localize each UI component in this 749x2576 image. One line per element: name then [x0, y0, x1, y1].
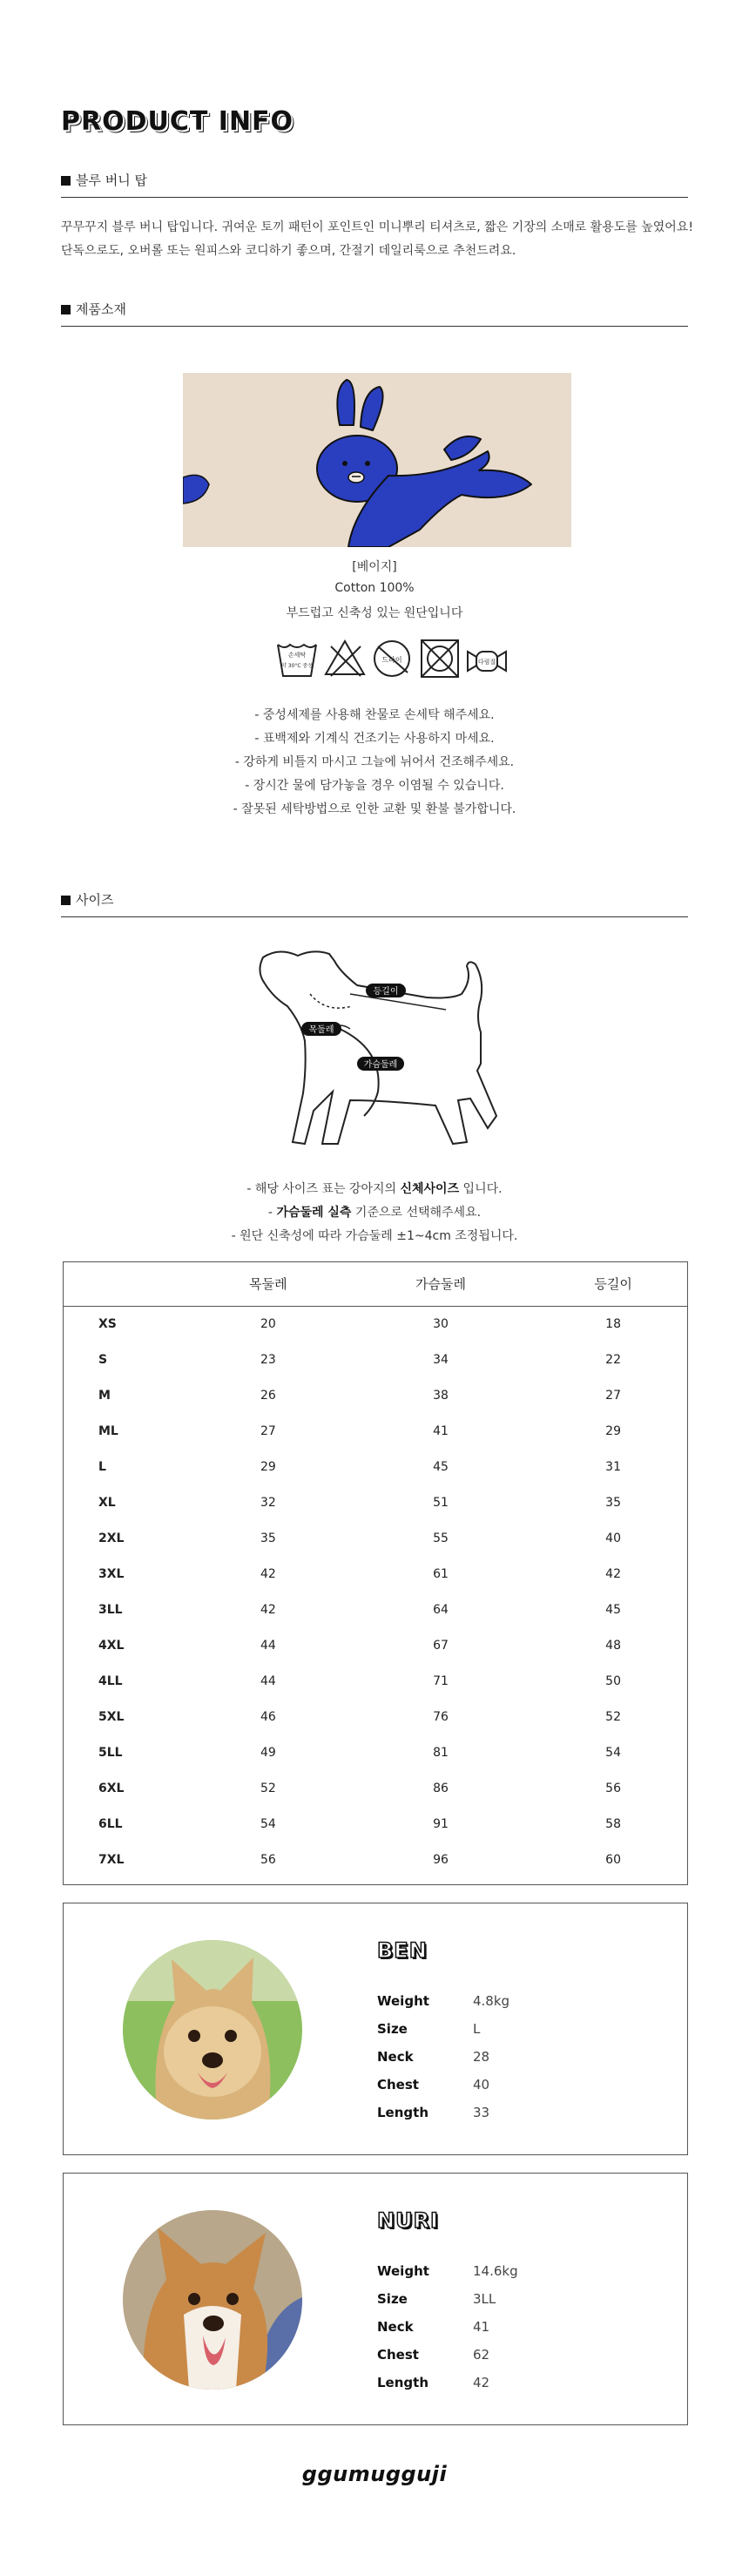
table-cell-size: XL [98, 1495, 116, 1510]
table-cell-neck: 44 [260, 1638, 276, 1653]
table-cell-length: 29 [605, 1423, 621, 1438]
brand-logo: ggumugguji [301, 2462, 448, 2486]
table-cell-neck: 26 [260, 1388, 276, 1403]
material-section-heading: 제품소재 [61, 300, 126, 318]
table-cell-chest: 76 [433, 1709, 449, 1724]
no-tumble-dry-icon [369, 636, 415, 681]
table-cell-length: 45 [605, 1602, 621, 1617]
table-row [64, 1842, 687, 1877]
table-cell-length: 31 [605, 1459, 621, 1474]
table-cell-size: 3LL [98, 1602, 123, 1617]
table-cell-chest: 55 [433, 1531, 449, 1545]
bullet-square-icon [61, 896, 71, 905]
svg-text:목둘레: 목둘레 [308, 1025, 334, 1035]
divider [61, 326, 688, 327]
svg-text:손세탁: 손세탁 [287, 652, 307, 659]
table-cell-length: 42 [605, 1566, 621, 1581]
table-cell-chest: 91 [433, 1816, 449, 1831]
svg-text:가슴둘레: 가슴둘레 [363, 1060, 398, 1070]
table-cell-size: 2XL [98, 1531, 125, 1545]
table-row [64, 1413, 687, 1449]
model-specs: Weight 14.6kg Size 3LL Neck 41 Chest 62 Length 42 [377, 2263, 518, 2390]
dog-measurement-diagram [253, 945, 505, 1172]
table-cell-chest: 96 [433, 1852, 449, 1867]
svg-text:약 30°C 중성: 약 30°C 중성 [280, 663, 314, 669]
table-cell-length: 48 [605, 1638, 621, 1653]
table-cell-chest: 34 [433, 1352, 449, 1367]
care-notes: - 중성세제를 사용해 찬물로 손세탁 해주세요. - 표백제와 기계식 건조기는 사용하지 마세요. - 강하게 비틀지 마시고 그늘에 뉘어서 건조해주세요. - 장시간 물에 담가놓을 경우 이염될 수 있습니다. - 잘못된 세탁방법으로 인한 교환 및 환불 불가합니다. [233, 708, 516, 816]
table-row [64, 1806, 687, 1842]
avatar [123, 2210, 302, 2390]
size-notes: - 해당 사이즈 표는 강아지의 신체사이즈 입니다. - 가슴둘레 실측 기준으로 선택해주세요. - 원단 신축성에 따라 가슴둘레 ±1~4cm 조정됩니다. [231, 1182, 518, 1243]
bullet-square-icon [61, 176, 71, 186]
model-name: NURI [377, 2208, 439, 2233]
divider [61, 916, 688, 917]
table-row [64, 1770, 687, 1806]
table-row [64, 1556, 687, 1592]
table-cell-neck: 32 [260, 1495, 276, 1510]
table-cell-length: 60 [605, 1852, 621, 1867]
product-section-heading: 블루 버니 탑 [61, 171, 147, 189]
column-header: 목둘레 [194, 1262, 342, 1306]
table-cell-neck: 42 [260, 1566, 276, 1581]
table-row [64, 1627, 687, 1663]
table-row [64, 1342, 687, 1377]
bullet-square-icon [61, 305, 71, 314]
table-cell-chest: 51 [433, 1495, 449, 1510]
table-cell-size: 3XL [98, 1566, 125, 1581]
table-cell-chest: 64 [433, 1602, 449, 1617]
table-cell-neck: 29 [260, 1459, 276, 1474]
fabric-swatch-image [183, 373, 571, 547]
table-cell-neck: 23 [260, 1352, 276, 1367]
table-cell-size: 5LL [98, 1745, 123, 1760]
table-cell-size: 4LL [98, 1673, 123, 1688]
table-cell-neck: 20 [260, 1316, 276, 1331]
table-cell-neck: 54 [260, 1816, 276, 1831]
hand-wash-icon [274, 636, 320, 681]
table-cell-size: 4XL [98, 1638, 125, 1653]
table-cell-neck: 52 [260, 1781, 276, 1795]
table-cell-chest: 81 [433, 1745, 449, 1760]
table-cell-length: 22 [605, 1352, 621, 1367]
column-header: 가슴둘레 [342, 1262, 539, 1306]
table-cell-size: M [98, 1388, 111, 1403]
table-cell-size: 5XL [98, 1709, 125, 1724]
table-row [64, 1520, 687, 1556]
table-cell-neck: 56 [260, 1852, 276, 1867]
table-cell-neck: 46 [260, 1709, 276, 1724]
table-row [64, 1592, 687, 1627]
size-chart-table [63, 1261, 688, 1885]
table-cell-size: S [98, 1352, 108, 1367]
table-cell-length: 27 [605, 1388, 621, 1403]
table-cell-neck: 35 [260, 1531, 276, 1545]
table-cell-size: 6XL [98, 1781, 125, 1795]
no-bleach-icon [322, 636, 368, 681]
table-cell-chest: 61 [433, 1566, 449, 1581]
svg-text:등길이: 등길이 [373, 987, 399, 997]
divider [61, 197, 688, 198]
avatar [123, 1940, 302, 2120]
table-row [64, 1449, 687, 1484]
column-header: 등길이 [539, 1262, 687, 1306]
table-cell-size: XS [98, 1316, 117, 1331]
table-row [64, 1699, 687, 1734]
table-cell-length: 35 [605, 1495, 621, 1510]
table-row [64, 1306, 687, 1342]
fabric-color-label: [베이지] [352, 560, 397, 574]
fabric-stretch-note: 부드럽고 신축성 있는 원단입니다 [286, 606, 463, 620]
model-card-ben [63, 1903, 688, 2155]
table-cell-length: 52 [605, 1709, 621, 1724]
svg-text:드라이: 드라이 [381, 656, 402, 664]
table-cell-size: 7XL [98, 1852, 125, 1867]
size-section-heading: 사이즈 [61, 890, 113, 909]
table-cell-chest: 71 [433, 1673, 449, 1688]
table-cell-length: 50 [605, 1673, 621, 1688]
table-cell-size: 6LL [98, 1816, 123, 1831]
care-icons-row [274, 636, 509, 683]
table-cell-size: L [98, 1459, 106, 1474]
model-card-nuri [63, 2173, 688, 2425]
table-row [64, 1734, 687, 1770]
table-cell-chest: 38 [433, 1388, 449, 1403]
table-cell-length: 56 [605, 1781, 621, 1795]
table-header-row [64, 1262, 687, 1306]
product-description: 꾸무꾸지 블루 버니 탑입니다. 귀여운 토끼 패턴이 포인트인 미니뿌리 티셔츠로, 짧은 기장의 소매로 활용도를 높였어요! 단독으로도, 오버롤 또는 원피스와 코디하기 좋으며, 간절기 데일리룩으로 추천드려요. [61, 220, 693, 258]
table-cell-chest: 45 [433, 1459, 449, 1474]
table-cell-size: ML [98, 1423, 118, 1438]
table-cell-length: 54 [605, 1745, 621, 1760]
table-cell-length: 58 [605, 1816, 621, 1831]
model-specs: Weight 4.8kg Size L Neck 28 Chest 40 Length 33 [377, 1993, 510, 2120]
fabric-composition: Cotton 100% [334, 581, 415, 595]
table-cell-neck: 42 [260, 1602, 276, 1617]
table-cell-neck: 44 [260, 1673, 276, 1688]
no-iron-icon [464, 636, 509, 681]
model-name: BEN [377, 1938, 428, 1963]
table-row [64, 1484, 687, 1520]
no-machine-dry-icon [417, 636, 462, 681]
table-cell-length: 40 [605, 1531, 621, 1545]
table-cell-chest: 41 [433, 1423, 449, 1438]
table-cell-chest: 30 [433, 1316, 449, 1331]
table-cell-chest: 86 [433, 1781, 449, 1795]
table-row [64, 1663, 687, 1699]
svg-text:다림질: 다림질 [477, 659, 496, 666]
page-title: PRODUCT INFO [61, 106, 294, 137]
table-cell-chest: 67 [433, 1638, 449, 1653]
table-cell-neck: 49 [260, 1745, 276, 1760]
table-row [64, 1377, 687, 1413]
table-cell-length: 18 [605, 1316, 621, 1331]
table-cell-neck: 27 [260, 1423, 276, 1438]
